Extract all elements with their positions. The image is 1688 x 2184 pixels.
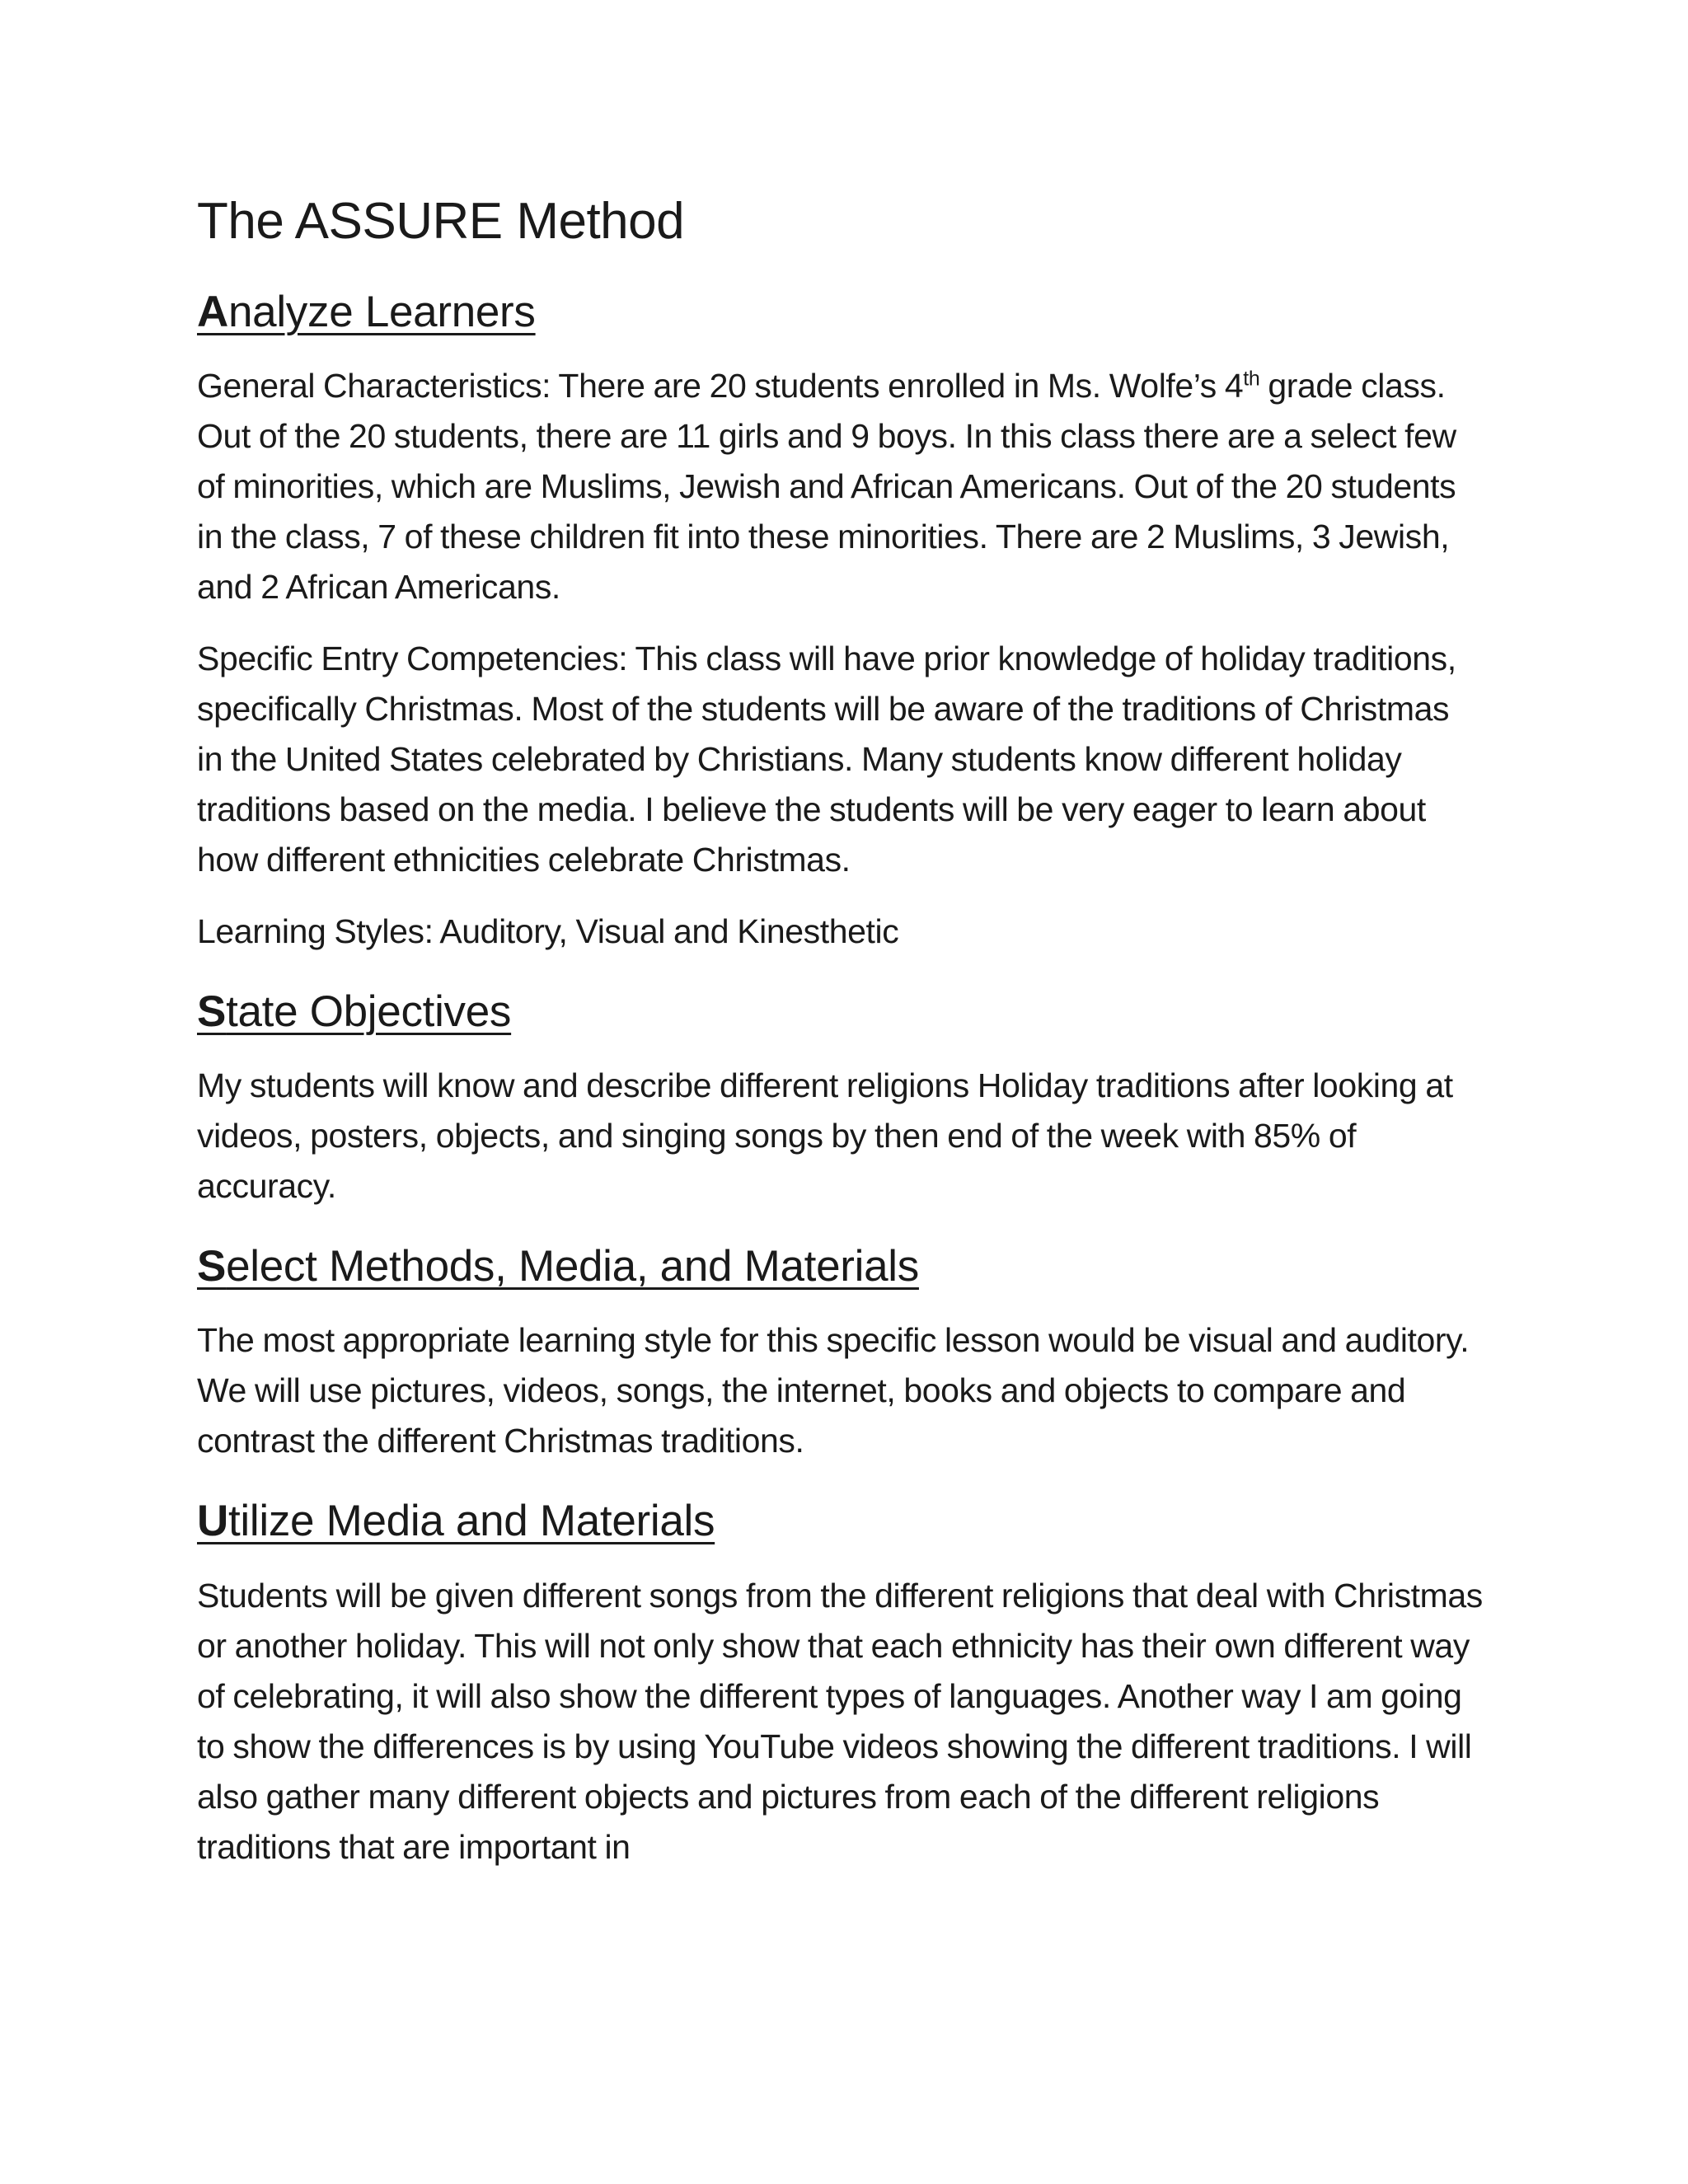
paragraph-text-continued: grade class. Out of the 20 students, there are 11 girls and 9 boys. In this class there are a select few of minorities, which are Muslims, Jewish and African Americans. Out of the 20 students in the class, 7 of these children fit into these minorities. There are 2 Muslims, 3 Jewish, and 2 African Americans. <box>197 366 1456 606</box>
utilize-media-paragraph: Students will be given different songs from the different religions that deal with Christmas or another holiday. This will not only show that each ethnicity has their own different way of celebrating, it will also show the different types of languages. Another way I am going to show the differences is by using YouTube videos showing the different traditions. I will also gather many different objects and pictures from each of the different religions traditions that are important in <box>197 1576 1483 1866</box>
section-heading-utilize-media <box>197 1494 1483 1549</box>
entry-competencies-paragraph: Specific Entry Competencies: This class will have prior knowledge of holiday traditions, specifically Christmas. Most of the students will be aware of the traditions of Christmas in the United States celebrated by Christians. Many students know different holiday traditions based on the media. I believe the students will be very eager to learn about how different ethnicities celebrate Christmas. <box>197 639 1456 879</box>
section-heading-analyze-learners <box>197 285 1483 340</box>
paragraph-text: General Characteristics: There are 20 students enrolled in Ms. Wolfe’s 4 <box>197 366 1244 405</box>
heading-rest: elect Methods, Media, and Materials <box>226 1242 919 1291</box>
heading-initial: U <box>197 1497 228 1546</box>
section-utilize-media <box>197 1494 1483 1872</box>
document-title: The ASSURE Method <box>197 193 685 250</box>
heading-initial: S <box>197 987 227 1036</box>
general-characteristics-paragraph <box>197 361 1483 612</box>
section-select-methods <box>197 1240 1483 1466</box>
objectives-paragraph: My students will know and describe different religions Holiday traditions after looking at videos, posters, objects, and singing songs by then end of the week with 85% of accuracy. <box>197 1066 1453 1205</box>
heading-rest: tilize Media and Materials <box>227 1497 715 1546</box>
select-methods-paragraph: The most appropriate learning style for this specific lesson would be visual and auditory. We will use pictures, videos, songs, the internet, books and objects to compare and contrast the different Christmas traditions. <box>197 1321 1470 1460</box>
learning-styles-paragraph: Learning Styles: Auditory, Visual and Kinesthetic <box>197 912 899 950</box>
heading-initial: S <box>197 1242 227 1291</box>
heading-rest: tate Objectives <box>226 987 512 1036</box>
section-state-objectives <box>197 985 1483 1212</box>
heading-rest: nalyze Learners <box>227 287 536 336</box>
section-heading-state-objectives <box>197 985 1483 1039</box>
document-page <box>197 190 1483 1900</box>
section-analyze-learners <box>197 285 1483 957</box>
section-heading-select-methods <box>197 1240 1483 1294</box>
ordinal-superscript: th <box>1243 367 1260 391</box>
heading-initial: A <box>197 287 228 336</box>
